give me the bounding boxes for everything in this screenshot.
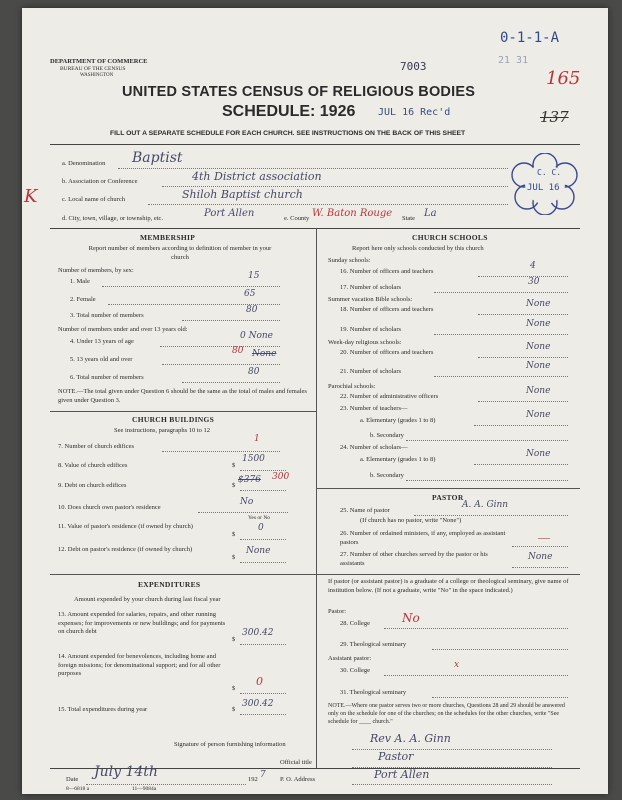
q5-answer: None: [252, 349, 277, 359]
parochial-schools-label: Parochial schools:: [328, 383, 376, 390]
signature-value: Rev A. A. Ginn: [370, 732, 451, 745]
q16-label: 16. Number of officers and teachers: [340, 268, 434, 275]
received-stamp: JUL 16 Rec'd: [378, 107, 451, 118]
q4-answer: 0 None: [240, 331, 274, 341]
college-intro: If pastor (or assistant pastor) is a graduate of a college or theological seminary, give name of institution below. (If not a graduate, write "No" in the space indicated.): [328, 578, 569, 594]
q29-label: 29. Theological seminary: [340, 641, 407, 648]
q8-answer: 1500: [242, 454, 265, 464]
expenditures-title: EXPENDITURES: [138, 580, 201, 589]
q25-label: 25. Name of pastor: [340, 507, 390, 514]
q10-answer: No: [240, 497, 254, 507]
q23a-label: a. Elementary (grades 1 to 8): [360, 417, 436, 424]
year-handwritten: 7: [260, 770, 266, 780]
q11-label: 11. Value of pastor's residence (if owned by church): [58, 523, 193, 530]
buildings-title: CHURCH BUILDINGS: [132, 415, 215, 424]
q25-note: (If church has no pastor, write "None"): [360, 517, 462, 524]
q3-label: 3. Total number of members: [70, 312, 144, 319]
q26-label: 26. Number of ordained ministers, if any, employed as assistant pastors: [340, 530, 506, 546]
yes-no-hint: Yes or No: [248, 515, 271, 521]
q12-answer: None: [246, 546, 271, 556]
q9-red-answer: 300: [272, 472, 290, 482]
county-label: e. County: [284, 215, 310, 222]
q27-label: 27. Number of other churches served by the pastor or his assistants: [340, 551, 488, 567]
q28-label: 28. College: [340, 620, 370, 627]
q21-answer: None: [526, 361, 551, 371]
schools-intro: Report here only schools conducted by this church: [352, 245, 484, 252]
q2-answer: 65: [244, 289, 256, 299]
q5-red-answer: 80: [232, 346, 244, 356]
q5-label: 5. 13 years old and over: [70, 356, 133, 363]
q9-label: 9. Debt on church edifices: [58, 482, 127, 489]
official-title-value: Pastor: [378, 750, 414, 763]
denomination-value: Baptist: [132, 150, 183, 166]
q2-label: 2. Female: [70, 296, 96, 303]
q24b-label: b. Secondary: [370, 472, 404, 479]
schools-title: CHURCH SCHOOLS: [412, 233, 488, 242]
q4-label: 4. Under 13 years of age: [70, 338, 134, 345]
q6-answer: 80: [248, 367, 260, 377]
pastor-note: NOTE.—Where one pastor serves two or more churches, Questions 28 and 29 should be answered only on the schedule for one of the churches; on the schedules for the other churches, write "See schedule for ____ church.": [328, 703, 565, 725]
state-value: La: [424, 208, 437, 219]
association-label: b. Association or Conference: [62, 178, 138, 185]
q15-answer: 300.42: [242, 699, 274, 709]
print-code: 11—9084a: [132, 786, 157, 792]
q14-label: 14. Amount expended for benevolences, including home and foreign missions; for denominational support; and for all other purposes: [58, 653, 221, 677]
q13-answer: 300.42: [242, 628, 274, 638]
expenditures-intro: Amount expended by your church during last fiscal year: [74, 596, 221, 603]
date-label: Date: [66, 776, 79, 783]
address-value: Port Allen: [374, 768, 430, 781]
city-label: WASHINGTON: [80, 73, 114, 78]
q25-answer: A. A. Ginn: [462, 500, 509, 510]
q1-answer: 15: [248, 271, 260, 281]
red-number: 165: [546, 68, 581, 89]
county-value: W. Baton Rouge: [312, 208, 393, 219]
q17-answer: 30: [528, 277, 540, 287]
q20-answer: None: [526, 342, 551, 352]
census-schedule-sheet: DEPARTMENT OF COMMERCE BUREAU OF THE CENSUS WASHINGTON 7003 0-1-1-A 21 31 165 137 UNITED STATES CENSUS OF RELIGIOUS BODIES SCHEDULE: 1926 JUL 16 Rec'd FILL OUT A SEPARATE SCHEDULE FOR EACH CHURCH. SEE INSTRUCTIONS ON THE BACK OF THIS SHEET C. C. JUL 16 K a. Denomination Baptist b. Association or Conference 4th District association c. Local name of church Shiloh Baptist church d. City, town, village, or township, etc. Port Allen e. County W. Baton Rouge State La MEMBERSHIP Report number of members according to definition of member in your church Number of members, by sex: 1. Male 15 2. Female 65 3. Total number of members 80 Number of members under and over 13 years old: 4. Under 13 years of age 0 None 5. 13 years old and over 80 None 6. Total number of members 80 NOTE.—The total given under Question 6 should be the same as the total of males and females given under Question 3. CHURCH BUILDINGS See instructions, paragraphs 10 to 12 7. Number of church edifices 1 8. Value of church edifices $ 1500 9. Debt on church edifices $ $376 300 10. Does church own pastor's residence No Yes or No 11. Value of pastor's residence (if owned by church) $ 0 12. Debt on pastor's residence (if owned by church) $ None EXPENDITURES Amount expended by your church during last fiscal year 13. Amount expended for salaries, repairs, and other running expenses; for improvements or new buildings; and for payments on church debt $ 300.42 14. Amount expended for benevolences, including home and foreign missions; for denominational support; and for all other purposes $ 0 15. Total expenditures during year $ 300.42 CHURCH SCHOOLS Report here only schools conducted by this church Sunday schools: 16. Number of officers and teachers 4 17. Number of scholars 30 Summer vacation Bible schools: 18. Number of officers and teachers None 19. Number of scholars None Week-day religious schools: 20. Number of officers and teachers None 21. Number of scholars None Parochial schools: 22. Number of administrative officers None 23. Number of teachers— a. Elementary (grades 1 to 8) None b. Secondary 24. Number of scholars— a. Elementary (grades 1 to 8) None b. Secondary PASTOR 25. Name of pastor A. A. Ginn (If church has no pastor, write "None") 26. Number of ordained ministers, if any, employed as assistant pastors — 27. Number of other churches served by the pastor or his assistants None If pastor (or assistant pastor) is a graduate of a college or theological seminary, give name of institution below. (If not a graduate, write "No" in the space indicated.) Pastor: 28. College No 29. Theological seminary Assistant pastor: 30. College x 31. Theological seminary NOTE.—Where one pastor serves two or more churches, Questions 28 and 29 should be answered only on the schedule for one of the churches; on the schedules for the other churches, write "See schedule for ____ church." Signature of person furnishing information Rev A. A. Ginn Official title Pastor Date July 14th 192 7 P. O. Address Port Allen 8—6818 a 11—9084a: [22, 8, 608, 794]
buildings-intro: See instructions, paragraphs 10 to 12: [114, 427, 211, 434]
q10-label: 10. Does church own pastor's residence: [58, 504, 161, 511]
q1-label: 1. Male: [70, 278, 90, 285]
schedule-year: SCHEDULE: 1926: [222, 103, 356, 120]
membership-note: NOTE.—The total given under Question 6 should be the same as the total of males and females given under Question 3.: [58, 388, 307, 404]
summer-schools-label: Summer vacation Bible schools:: [328, 296, 413, 303]
signature-label: Signature of person furnishing information: [174, 741, 286, 748]
q28-answer: No: [402, 611, 420, 625]
q18-answer: None: [526, 299, 551, 309]
q19-answer: None: [526, 319, 551, 329]
header-rule: [50, 144, 580, 145]
q23a-answer: None: [526, 410, 551, 420]
form-title: UNITED STATES CENSUS OF RELIGIOUS BODIES: [122, 84, 476, 100]
q7-answer: 1: [254, 434, 260, 444]
address-label: P. O. Address: [280, 776, 316, 783]
q7-label: 7. Number of church edifices: [58, 443, 134, 450]
serial-number: 7003: [400, 60, 427, 73]
year-label: 192: [248, 776, 258, 783]
q23b-label: b. Secondary: [370, 432, 404, 439]
q11-answer: 0: [258, 523, 264, 533]
q15-label: 15. Total expenditures during year: [58, 706, 148, 713]
q14-answer: 0: [256, 675, 263, 688]
church-name-value: Shiloh Baptist church: [182, 188, 303, 201]
q19-label: 19. Number of scholars: [340, 326, 402, 333]
date-value: July 14th: [94, 764, 158, 780]
instructions-banner: FILL OUT A SEPARATE SCHEDULE FOR EACH CHURCH. SEE INSTRUCTIONS ON THE BACK OF THIS SHEET: [110, 130, 466, 137]
q21-label: 21. Number of scholars: [340, 368, 402, 375]
department-label: DEPARTMENT OF COMMERCE: [50, 58, 148, 65]
bureau-label: BUREAU OF THE CENSUS: [60, 66, 126, 72]
church-name-label: c. Local name of church: [62, 196, 125, 203]
q24a-answer: None: [526, 449, 551, 459]
q27-answer: None: [528, 552, 553, 562]
q22-label: 22. Number of administrative officers: [340, 393, 439, 400]
q16-answer: 4: [530, 261, 536, 271]
weekday-schools-label: Week-day religious schools:: [328, 339, 402, 346]
struck-number: 137: [540, 108, 569, 126]
q8-label: 8. Value of church edifices: [58, 462, 128, 469]
q30-answer: x: [454, 660, 460, 670]
membership-title: MEMBERSHIP: [140, 233, 196, 242]
under-over-label: Number of members under and over 13 years old:: [58, 326, 188, 333]
margin-mark: K: [24, 186, 38, 207]
q31-label: 31. Theological seminary: [340, 689, 407, 696]
q17-label: 17. Number of scholars: [340, 284, 402, 291]
q9-answer: $376: [238, 475, 261, 485]
official-title-label: Official title: [280, 759, 312, 766]
q24a-label: a. Elementary (grades 1 to 8): [360, 456, 436, 463]
city-field-value: Port Allen: [204, 208, 255, 219]
q20-label: 20. Number of officers and teachers: [340, 349, 434, 356]
stamp-line2: JUL 16: [527, 183, 560, 193]
q12-label: 12. Debt on pastor's residence (if owned by church): [58, 546, 193, 553]
membership-intro: Report number of members according to definition of member in your church: [88, 245, 272, 261]
stamp-line1: C. C.: [537, 168, 562, 177]
pastor-label: Pastor:: [328, 608, 347, 615]
faint-code: 21 31: [498, 55, 529, 66]
q18-label: 18. Number of officers and teachers: [340, 306, 434, 313]
q24-label: 24. Number of scholars—: [340, 444, 408, 451]
assistant-pastor-label: Assistant pastor:: [328, 655, 372, 662]
q3-answer: 80: [246, 305, 258, 315]
code-stamp: 0-1-1-A: [500, 30, 560, 46]
denomination-label: a. Denomination: [62, 160, 106, 167]
by-sex-label: Number of members, by sex:: [58, 267, 134, 274]
q26-dash: —: [538, 530, 550, 544]
sunday-schools-label: Sunday schools:: [328, 257, 371, 264]
column-divider: [316, 228, 317, 768]
q30-label: 30. College: [340, 667, 370, 674]
pastor-title: PASTOR: [432, 493, 464, 502]
form-number: 8—6818 a: [66, 786, 90, 792]
city-field-label: d. City, town, village, or township, etc.: [62, 215, 164, 222]
q23-label: 23. Number of teachers—: [340, 405, 408, 412]
q13-label: 13. Amount expended for salaries, repairs, and other running expenses; for improvements or new buildings; and for payments on church debt: [58, 611, 226, 635]
q6-label: 6. Total number of members: [70, 374, 144, 381]
state-label: State: [402, 215, 415, 222]
association-value: 4th District association: [192, 170, 322, 183]
q22-answer: None: [526, 386, 551, 396]
